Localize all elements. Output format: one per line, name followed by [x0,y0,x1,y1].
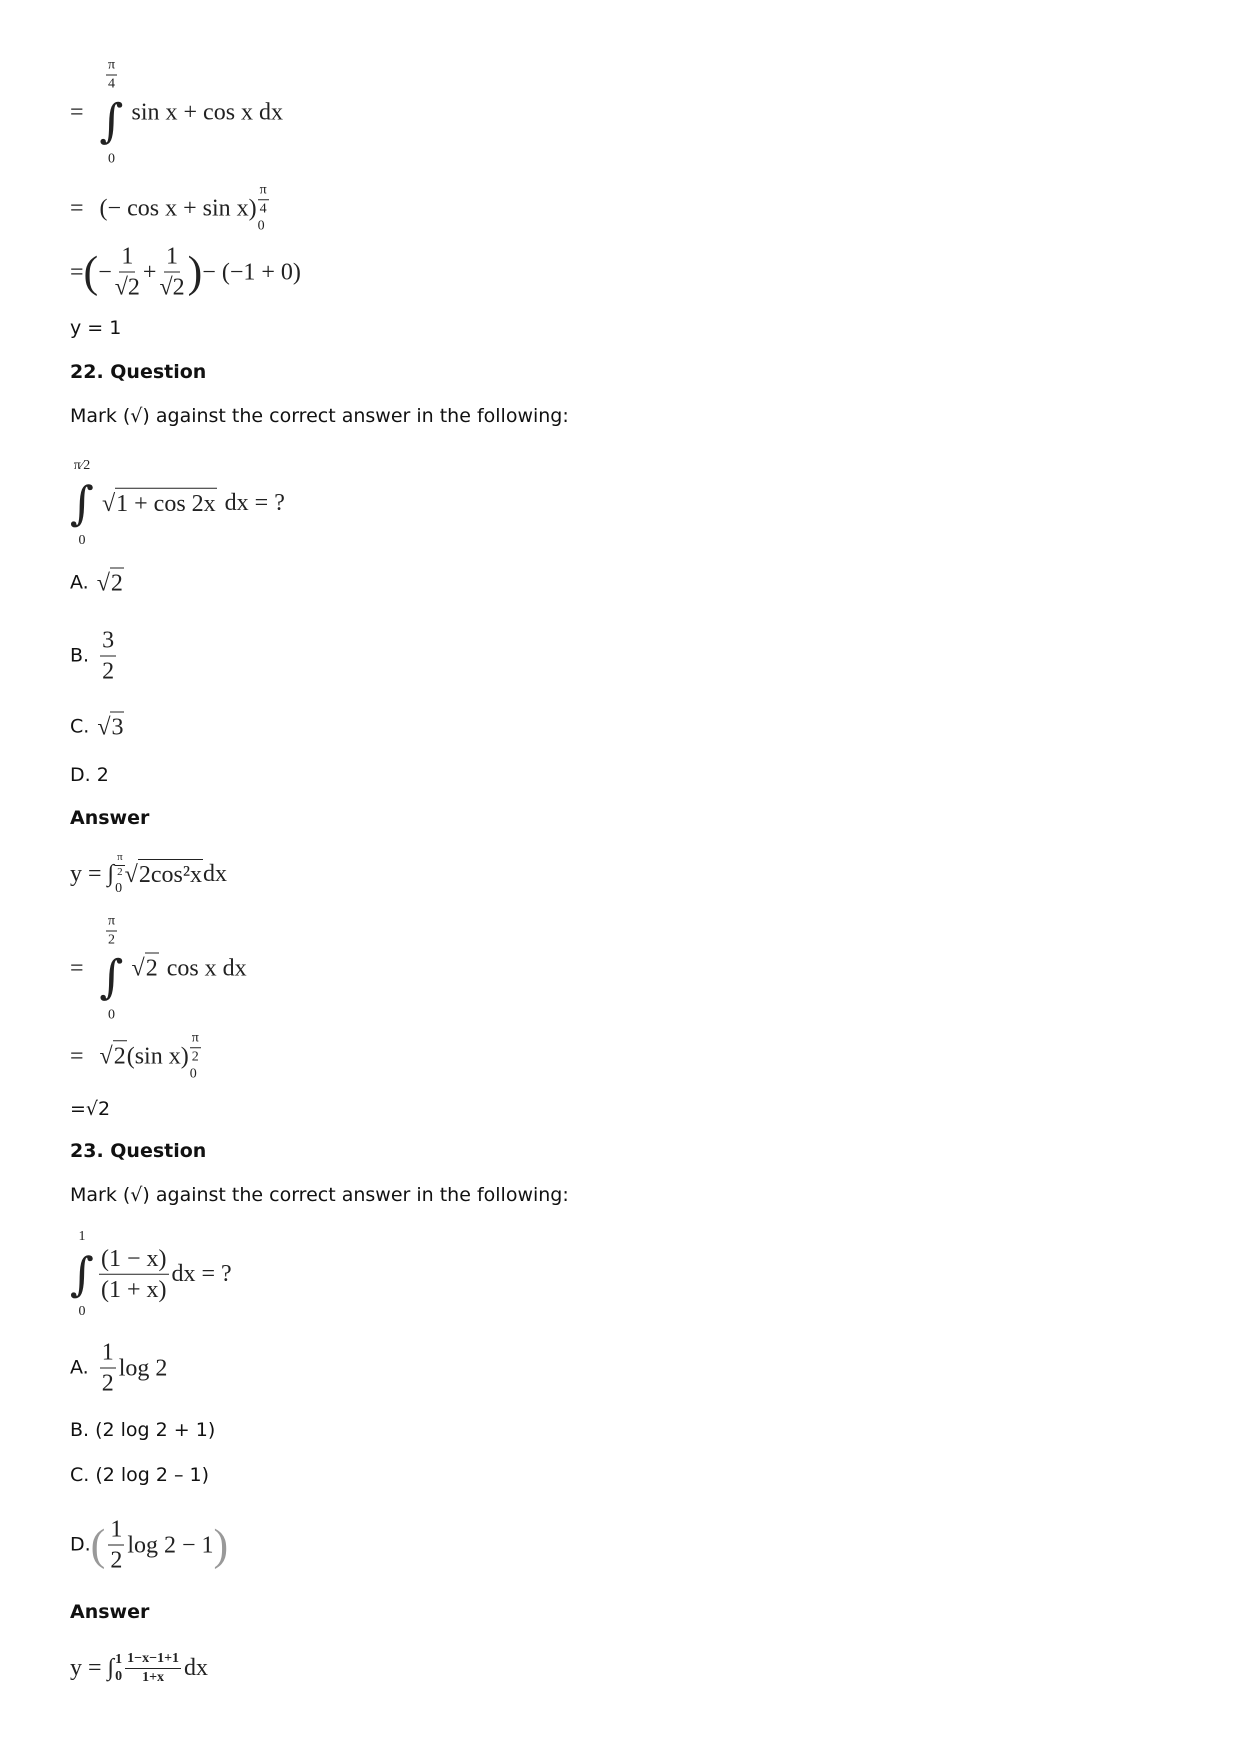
math-fragment: ∫ [70,1246,94,1301]
q23-instruction: Mark (√) against the correct answer in the following: [70,1184,569,1207]
math-fragment: A. [70,571,89,594]
math-fragment: 1+x [142,1669,165,1685]
q22-instruction: Mark (√) against the correct answer in the following: [70,405,569,428]
math-fragment: 2 [191,1048,199,1064]
q23-answer-heading: Answer [70,1601,150,1624]
math-fragment: + [142,259,157,285]
math-fragment: π [115,851,125,866]
math-fragment: log 2 − 1 [127,1532,214,1558]
math-fragment: π [106,57,117,76]
math-fragment: ∫ [99,949,124,1004]
math-fragment: A. [70,1356,89,1379]
math-fragment: ) [187,247,203,297]
math-fragment: 3 [100,626,116,657]
math-fragment [106,913,117,949]
integrand: sin x + cos x dx [131,99,284,125]
math-fragment: 4 [259,200,267,216]
prev-step-3 [70,242,301,303]
q22-option-c[interactable] [70,712,124,743]
math-fragment: 1 [100,1338,116,1369]
math-fragment: ( [83,247,99,297]
math-fragment: B. [70,644,90,667]
math-fragment [115,242,140,303]
math-fragment: √ 2 [132,953,159,984]
math-fragment: √ 2 [97,568,124,599]
math-fragment: ∫ [70,475,94,530]
math-fragment: √ 2 [100,1041,127,1072]
math-fragment: = [70,195,84,221]
math-fragment: √ 2cos²x [125,859,203,890]
math-fragment: dx [184,1655,209,1681]
q23-option-c[interactable]: C. (2 log 2 – 1) [70,1464,210,1487]
q22-option-d[interactable]: D. 2 [70,764,109,787]
q23-integral [70,1228,232,1321]
math-fragment: log 2 [118,1355,168,1381]
math-fragment: 0 [108,1007,116,1022]
math-fragment: 2 [145,953,159,984]
math-fragment: 2 [102,658,115,685]
math-fragment: √ 1 + cos 2x [102,488,217,519]
math-fragment: D. [70,1533,91,1556]
math-fragment [190,1029,201,1065]
math-fragment [159,242,184,303]
math-fragment: 1 [115,1651,123,1667]
math-fragment: √2 [114,274,140,301]
math-fragment: 2 [108,932,116,947]
math-fragment: (1 − x) [99,1244,169,1275]
math-fragment: dx = ? [171,1261,232,1287]
math-fragment: ) [213,1520,229,1570]
math-fragment [258,181,269,217]
math-fragment: 2 [117,865,123,878]
math-fragment: 0 [78,532,86,548]
q23-title: 23. Question [70,1140,207,1163]
math-fragment: (1 + x) [100,1276,167,1303]
math-fragment [258,181,269,235]
math-fragment [100,1338,116,1399]
math-fragment [99,1244,169,1305]
math-fragment: = [70,259,84,285]
math-fragment: − (−1 + 0) [202,259,301,285]
math-fragment [106,57,117,93]
math-fragment: (sin x) [126,1043,189,1069]
q22-option-a[interactable] [70,568,124,599]
math-fragment: 0 [115,880,123,896]
math-fragment: 2 [127,274,140,301]
math-fragment: cos x dx [166,955,247,981]
antiderivative: (− cos x + sin x) [99,195,257,221]
math-fragment [125,1650,181,1686]
math-fragment: = [70,955,84,981]
math-fragment: = [70,1043,84,1069]
q22-step-2 [70,913,247,1024]
q22-answer-heading: Answer [70,807,150,830]
math-fragment [108,1515,124,1576]
math-fragment: √2 [159,274,185,301]
math-fragment [190,1029,201,1083]
math-fragment: π⁄2 [73,457,91,473]
math-fragment: 2 [110,1547,123,1574]
q22-option-b[interactable] [70,626,119,687]
math-fragment: 1 + cos 2x [115,488,217,519]
math-fragment: 2 [110,568,124,599]
prev-step-2 [70,181,269,235]
math-fragment [100,913,124,1024]
q22-step-4: =√2 [70,1098,111,1121]
prev-result: y = 1 [70,317,122,340]
math-fragment: 0 [78,1303,86,1319]
q23-option-a[interactable] [70,1338,167,1399]
q22-integral [70,457,285,550]
math-fragment: 0 [189,1066,197,1082]
math-fragment: 0 [115,1669,123,1684]
math-fragment: 2cos²x [138,859,203,890]
math-fragment: √ 3 [97,712,124,743]
q23-option-d[interactable] [70,1515,228,1576]
q23-option-b[interactable]: B. (2 log 2 + 1) [70,1419,216,1442]
q23-step-1 [70,1650,208,1686]
math-fragment: π [106,913,117,932]
math-fragment [115,851,125,880]
math-fragment: 0 [257,218,265,234]
math-fragment: 3 [110,712,124,743]
integral-sign [100,57,124,168]
prev-step-1 [70,57,283,168]
math-fragment [115,1651,122,1686]
math-fragment: π [258,181,269,200]
math-fragment: dx [203,861,228,887]
math-fragment: y = ∫ [70,861,115,887]
math-fragment: 1−x−1+1 [125,1650,181,1669]
q22-step-3 [70,1029,201,1083]
math-fragment [70,457,94,550]
math-fragment: 1 [108,1515,124,1546]
math-fragment [115,851,125,897]
math-fragment: dx = ? [224,490,285,516]
math-fragment: 2 [172,274,185,301]
math-fragment: 4 [108,76,116,91]
math-fragment: 0 [108,151,116,166]
math-fragment: 2 [113,1041,127,1072]
math-fragment: ( [90,1520,106,1570]
math-fragment: − [98,259,112,285]
q22-title: 22. Question [70,361,207,384]
math-fragment: 1 [164,242,180,273]
math-fragment: y = ∫ [70,1655,115,1681]
math-fragment [100,626,116,687]
math-fragment: C. [70,715,90,738]
math-fragment [70,1228,94,1321]
math-fragment: 2 [101,1370,114,1397]
q22-step-1 [70,851,227,897]
math-fragment: ∫ [99,93,124,148]
math-fragment: 1 [78,1228,86,1244]
math-fragment: π [190,1029,201,1048]
equals: = [70,99,84,125]
math-fragment: 1 [119,242,135,273]
